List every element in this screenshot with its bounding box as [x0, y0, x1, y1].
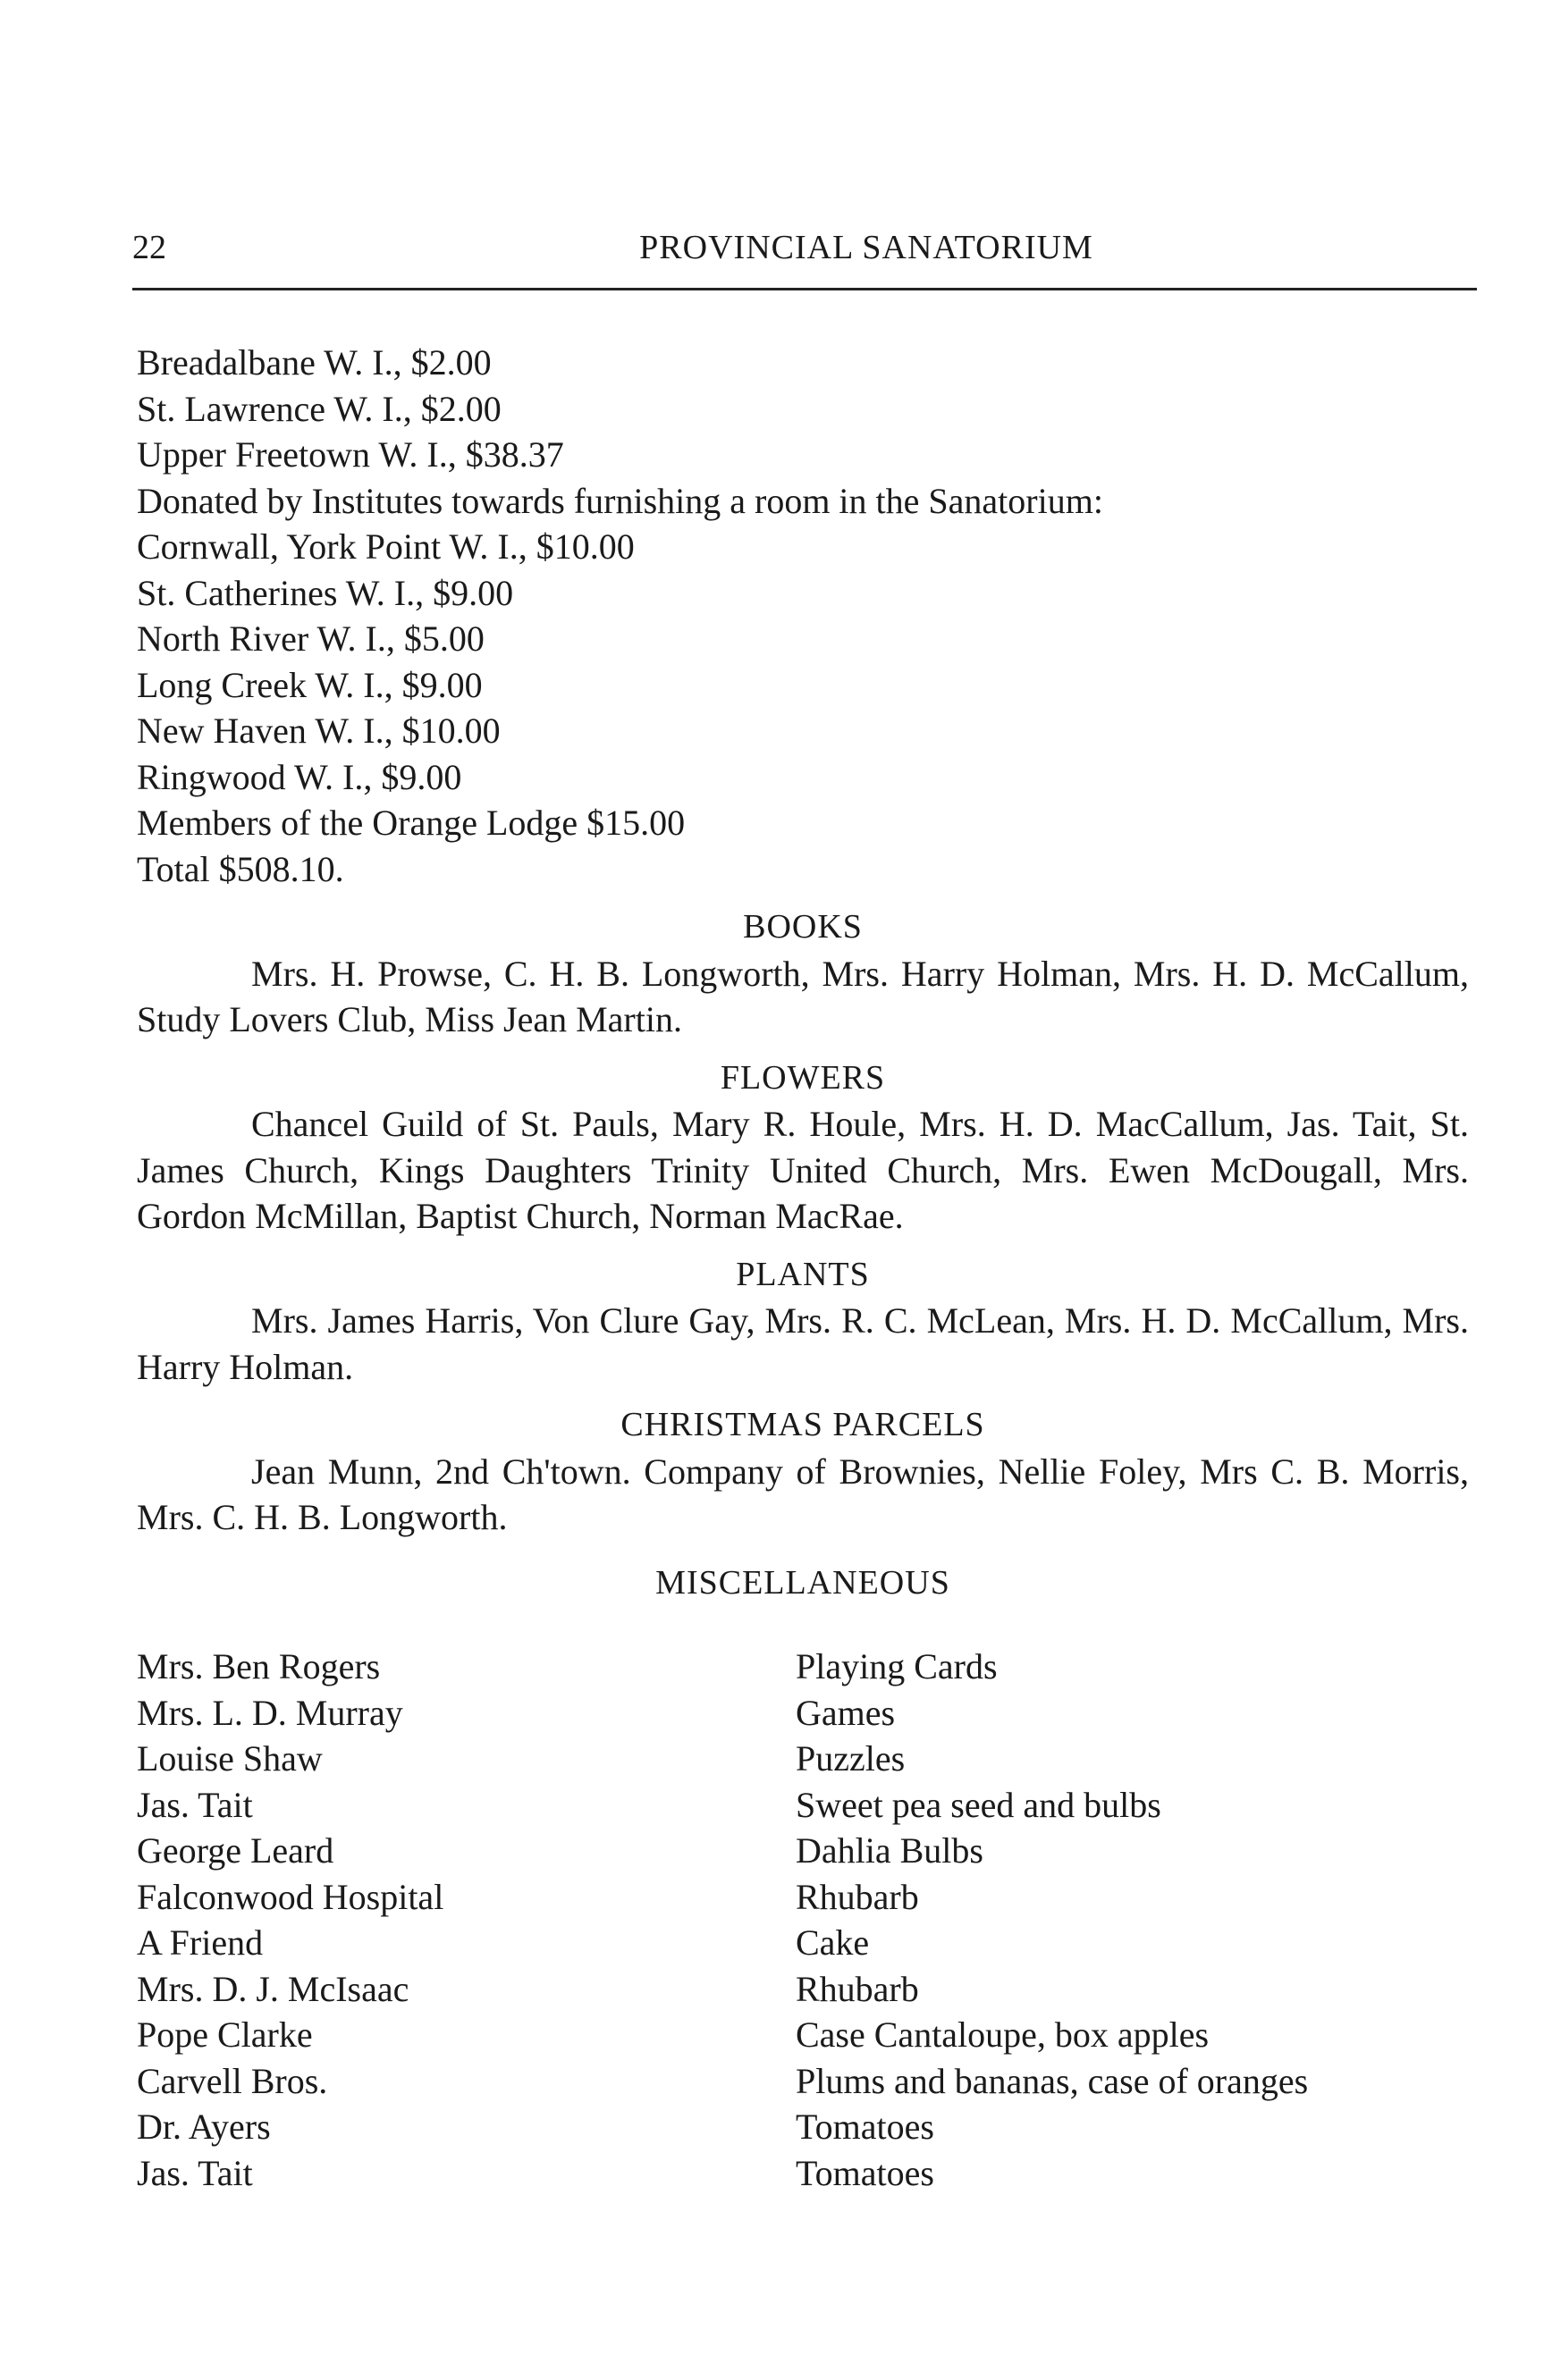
table-row	[137, 1736, 1469, 1782]
donor-name: A Friend	[137, 1922, 264, 1963]
donated-item: Tomatoes	[796, 2152, 934, 2193]
table-row	[137, 2058, 1469, 2105]
donor-name: Falconwood Hospital	[137, 1876, 444, 1917]
section-text: Mrs. James Harris, Von Clure Gay, Mrs. R. C. McLean, Mrs. H. D. McCallum, Mrs. Harry Holman.	[137, 1300, 1469, 1387]
donation-line: North River W. I., $5.00	[137, 618, 485, 659]
donation-line: New Haven W. I., $10.00	[137, 711, 501, 751]
donor-name: Carvell Bros.	[137, 2060, 328, 2101]
donation-line: St. Catherines W. I., $9.00	[137, 572, 514, 613]
section-flowers	[137, 1055, 1469, 1240]
donated-item: Case Cantaloupe, box apples	[796, 2014, 1210, 2055]
donated-item: Puzzles	[796, 1738, 906, 1779]
section-text: Chancel Guild of St. Pauls, Mary R. Houle, Mrs. H. D. MacCallum, Jas. Tait, St. James Church, Kings Daughters Trinity United Church, Mrs. Ewen McDougall, Mrs. Gordon McMillan, Baptist Church, Norman MacRae.	[137, 1104, 1469, 1236]
section-books	[137, 904, 1469, 1043]
donated-item: Cake	[796, 1922, 870, 1963]
donation-line: Breadalbane W. I., $2.00	[137, 342, 492, 383]
donation-line: Upper Freetown W. I., $38.37	[137, 434, 564, 475]
page-number: 22	[132, 229, 166, 266]
donation-line: Cornwall, York Point W. I., $10.00	[137, 526, 635, 567]
donated-item: Games	[796, 1692, 896, 1733]
donation-line: Long Creek W. I., $9.00	[137, 664, 483, 705]
header-rule	[132, 288, 1477, 290]
donated-item: Sweet pea seed and bulbs	[796, 1784, 1161, 1825]
donated-item: Rhubarb	[796, 1968, 919, 2009]
donor-name: Jas. Tait	[137, 1784, 253, 1825]
section-heading: MISCELLANEOUS	[655, 1563, 950, 1602]
table-row	[137, 1920, 1469, 1966]
table-row	[137, 1874, 1469, 1921]
donation-line: Members of the Orange Lodge $15.00	[137, 803, 686, 843]
section-heading: CHRISTMAS PARCELS	[620, 1406, 985, 1443]
donated-item: Playing Cards	[796, 1646, 998, 1686]
donor-name: Jas. Tait	[137, 2152, 253, 2193]
donation-total: Total $508.10.	[137, 848, 344, 889]
donated-item: Plums and bananas, case of oranges	[796, 2060, 1309, 2101]
section-plants	[137, 1252, 1469, 1391]
donor-name: Mrs. L. D. Murray	[137, 1692, 403, 1733]
donor-name: Mrs. D. J. McIsaac	[137, 1968, 409, 2009]
section-christmas-parcels	[137, 1402, 1469, 1541]
table-row	[137, 2012, 1469, 2058]
table-row	[137, 1966, 1469, 2013]
donor-name: Pope Clarke	[137, 2014, 313, 2055]
page-header	[132, 228, 1475, 282]
donor-name: Dr. Ayers	[137, 2107, 271, 2147]
donor-name: George Leard	[137, 1830, 334, 1871]
donation-line: Donated by Institutes towards furnishing a room in the Sanatorium:	[137, 480, 1103, 521]
donor-name: Mrs. Ben Rogers	[137, 1646, 381, 1686]
donated-item: Dahlia Bulbs	[796, 1830, 983, 1871]
donated-item: Tomatoes	[796, 2107, 934, 2147]
section-heading: FLOWERS	[720, 1058, 886, 1097]
donation-list	[137, 340, 1469, 892]
table-row	[137, 1690, 1469, 1737]
section-heading: PLANTS	[736, 1255, 870, 1293]
section-heading: BOOKS	[743, 908, 863, 946]
donor-name: Louise Shaw	[137, 1738, 323, 1779]
page-body	[137, 340, 1469, 2196]
section-text: Jean Munn, 2nd Ch'town. Company of Brownies, Nellie Foley, Mrs C. B. Morris, Mrs. C. H. B. Longworth.	[137, 1451, 1469, 1537]
section-text: Mrs. H. Prowse, C. H. B. Longworth, Mrs. Harry Holman, Mrs. H. D. McCallum, Study Lovers Club, Miss Jean Martin.	[137, 953, 1469, 1039]
miscellaneous-table	[137, 1644, 1469, 2196]
table-row	[137, 1828, 1469, 1874]
donated-item: Rhubarb	[796, 1876, 919, 1917]
table-row	[137, 2150, 1469, 2197]
table-row	[137, 2104, 1469, 2150]
table-row	[137, 1782, 1469, 1829]
section-miscellaneous	[137, 1560, 1469, 2197]
running-title: PROVINCIAL SANATORIUM	[639, 229, 1093, 266]
table-row	[137, 1644, 1469, 1690]
donation-line: Ringwood W. I., $9.00	[137, 756, 462, 797]
donation-line: St. Lawrence W. I., $2.00	[137, 388, 502, 429]
